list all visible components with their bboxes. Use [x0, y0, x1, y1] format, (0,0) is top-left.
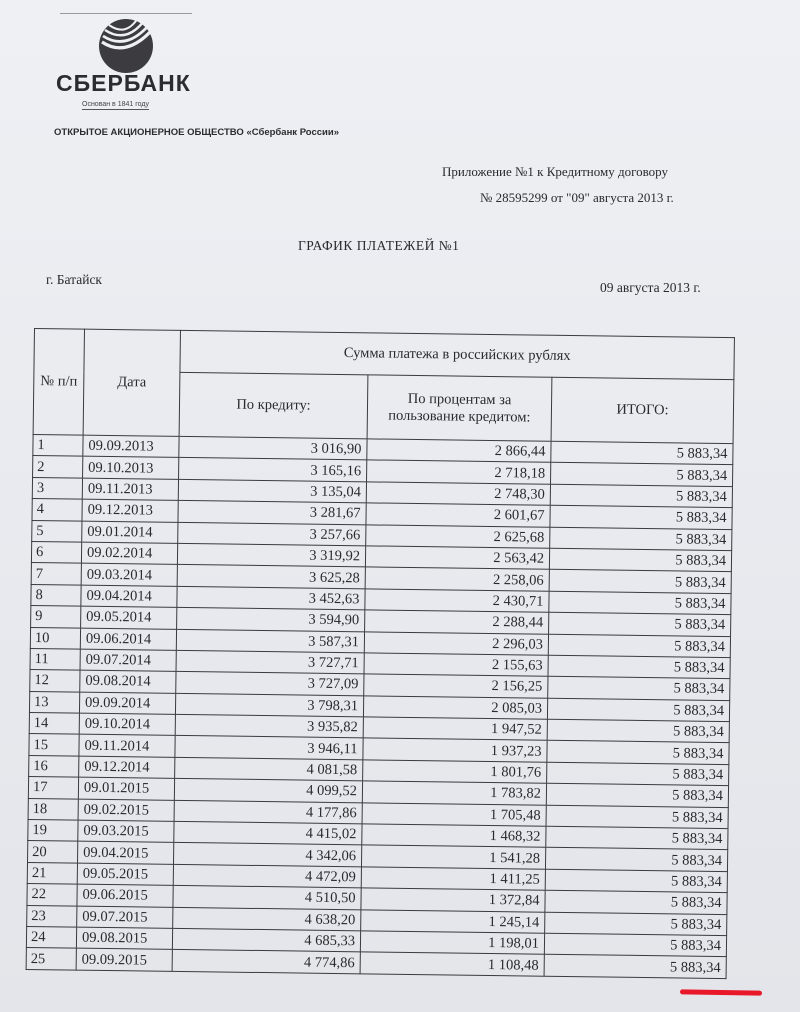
row-interest: 1 372,84 — [361, 888, 545, 912]
row-interest: 1 411,25 — [361, 867, 545, 891]
row-date: 09.11.2014 — [79, 735, 175, 758]
row-total: 5 883,34 — [548, 634, 730, 658]
row-date: 09.09.2015 — [76, 948, 172, 971]
row-credit: 3 594,90 — [177, 608, 365, 632]
row-credit: 3 165,16 — [179, 458, 367, 482]
row-date: 09.11.2013 — [82, 478, 178, 501]
row-credit: 4 472,09 — [173, 864, 361, 888]
row-number: 20 — [28, 841, 78, 863]
row-credit: 4 774,86 — [172, 950, 360, 974]
row-credit: 4 415,02 — [174, 821, 362, 845]
row-total: 5 883,34 — [548, 655, 730, 679]
row-interest: 1 947,52 — [363, 717, 547, 741]
row-interest: 2 430,71 — [365, 589, 549, 613]
top-rule — [60, 13, 192, 14]
row-date: 09.09.2013 — [83, 435, 179, 458]
row-date: 09.03.2015 — [78, 820, 174, 843]
row-credit: 4 177,86 — [174, 800, 362, 824]
row-date: 09.12.2014 — [79, 756, 175, 779]
header-interest: По процентам за пользование кредитом: — [367, 375, 552, 441]
row-total: 5 883,34 — [546, 805, 728, 829]
header-total: ИТОГО: — [551, 377, 734, 443]
row-interest: 1 783,82 — [362, 781, 546, 805]
row-date: 09.08.2014 — [80, 670, 176, 693]
row-number: 17 — [28, 777, 78, 799]
row-number: 13 — [29, 691, 79, 713]
row-number: 19 — [28, 819, 78, 841]
city: г. Батайск — [46, 272, 102, 287]
row-total: 5 883,34 — [546, 783, 728, 807]
row-interest: 1 541,28 — [361, 845, 545, 869]
row-number: 16 — [29, 755, 79, 777]
row-number: 12 — [30, 670, 80, 692]
row-interest: 2 748,30 — [366, 482, 550, 506]
row-interest: 1 468,32 — [362, 824, 546, 848]
row-number: 6 — [31, 541, 81, 563]
row-date: 09.07.2015 — [77, 906, 173, 929]
row-credit: 4 685,33 — [172, 928, 360, 952]
row-credit: 4 510,50 — [173, 886, 361, 910]
row-credit: 3 319,92 — [177, 543, 365, 567]
row-total: 5 883,34 — [545, 890, 727, 914]
header-number: № п/п — [33, 329, 84, 436]
row-total: 5 883,34 — [549, 570, 731, 594]
row-credit: 3 625,28 — [177, 565, 365, 589]
row-interest: 2 563,42 — [365, 546, 549, 570]
row-interest: 2 258,06 — [365, 567, 549, 591]
row-date: 09.02.2014 — [81, 542, 177, 565]
row-date: 09.06.2014 — [80, 628, 176, 651]
row-total: 5 883,34 — [546, 826, 728, 850]
row-interest: 1 245,14 — [361, 909, 545, 933]
header-amount-group: Сумма платежа в российских рублях — [180, 330, 735, 379]
payment-schedule-table — [26, 328, 735, 979]
row-interest: 2 288,44 — [365, 610, 549, 634]
row-date: 09.10.2013 — [83, 457, 179, 480]
row-total: 5 883,34 — [545, 912, 727, 936]
row-interest: 1 198,01 — [360, 931, 544, 955]
row-credit: 3 587,31 — [176, 629, 364, 653]
row-credit: 4 638,20 — [173, 907, 361, 931]
row-interest: 2 155,63 — [364, 653, 548, 677]
row-number: 15 — [29, 734, 79, 756]
row-number: 8 — [31, 584, 81, 606]
row-date: 09.10.2014 — [79, 713, 175, 736]
row-date: 09.02.2015 — [78, 799, 174, 822]
row-number: 1 — [33, 434, 83, 456]
row-total: 5 883,34 — [547, 741, 729, 765]
row-number: 11 — [30, 648, 80, 670]
row-date: 09.01.2015 — [78, 777, 174, 800]
row-credit: 3 946,11 — [175, 736, 363, 760]
row-total: 5 883,34 — [550, 527, 732, 551]
row-total: 5 883,34 — [551, 441, 733, 465]
table-body — [26, 434, 733, 978]
row-credit: 3 281,67 — [178, 501, 366, 525]
row-number: 21 — [27, 862, 77, 884]
row-credit: 3 135,04 — [178, 479, 366, 503]
row-number: 23 — [27, 905, 77, 927]
row-number: 10 — [30, 627, 80, 649]
row-interest: 2 601,67 — [366, 503, 550, 527]
appendix-line-2: № 28595299 от "09" августа 2013 г. — [480, 190, 674, 205]
row-total: 5 883,34 — [549, 612, 731, 636]
row-interest: 2 866,44 — [367, 439, 551, 463]
row-interest: 2 156,25 — [364, 674, 548, 698]
row-interest: 2 625,68 — [366, 524, 550, 548]
row-interest: 1 801,76 — [363, 760, 547, 784]
row-credit: 3 727,09 — [176, 672, 364, 696]
row-number: 9 — [31, 606, 81, 628]
row-interest: 1 937,23 — [363, 738, 547, 762]
row-total: 5 883,34 — [547, 762, 729, 786]
row-date: 09.09.2014 — [79, 692, 175, 715]
row-number: 2 — [33, 456, 83, 478]
row-total: 5 883,34 — [549, 591, 731, 615]
row-date: 09.04.2015 — [78, 842, 174, 865]
row-date: 09.01.2014 — [82, 521, 178, 544]
row-date: 09.04.2014 — [81, 585, 177, 608]
row-total: 5 883,34 — [550, 505, 732, 529]
row-credit: 3 257,66 — [178, 522, 366, 546]
row-total: 5 883,34 — [544, 933, 726, 957]
row-interest: 2 296,03 — [364, 631, 548, 655]
row-credit: 3 935,82 — [175, 714, 363, 738]
row-number: 14 — [29, 713, 79, 735]
row-total: 5 883,34 — [551, 463, 733, 487]
row-date: 09.05.2015 — [77, 863, 173, 886]
row-total: 5 883,34 — [548, 677, 730, 701]
row-number: 18 — [28, 798, 78, 820]
row-interest: 2 718,18 — [367, 460, 551, 484]
row-date: 09.06.2015 — [77, 884, 173, 907]
sberbank-logo-icon — [94, 18, 158, 74]
row-number: 24 — [26, 926, 76, 948]
row-credit: 3 727,71 — [176, 650, 364, 674]
header-date: Дата — [83, 329, 180, 436]
row-credit: 4 099,52 — [174, 779, 362, 803]
row-credit: 4 081,58 — [175, 757, 363, 781]
header-credit: По кредиту: — [179, 372, 368, 438]
row-interest: 1 108,48 — [360, 952, 544, 976]
row-total: 5 883,34 — [547, 719, 729, 743]
row-number: 3 — [32, 477, 82, 499]
row-credit: 3 016,90 — [179, 436, 367, 460]
bank-name: СБЕРБАНК — [56, 70, 191, 96]
document-date: 09 августа 2013 г. — [600, 280, 701, 295]
row-interest: 2 085,03 — [363, 696, 547, 720]
row-date: 09.03.2014 — [81, 563, 177, 586]
row-number: 25 — [26, 948, 76, 970]
appendix-line-1: Приложение №1 к Кредитному договору — [442, 164, 668, 179]
row-total: 5 883,34 — [545, 848, 727, 872]
row-total: 5 883,34 — [550, 484, 732, 508]
document-title: ГРАФИК ПЛАТЕЖЕЙ №1 — [298, 238, 460, 253]
row-date: 09.12.2013 — [82, 499, 178, 522]
row-number: 7 — [31, 563, 81, 585]
row-total: 5 883,34 — [547, 698, 729, 722]
row-total: 5 883,34 — [544, 955, 726, 979]
row-total: 5 883,34 — [549, 548, 731, 572]
row-credit: 3 452,63 — [177, 586, 365, 610]
red-underline-mark — [680, 989, 762, 995]
row-date: 09.08.2015 — [76, 927, 172, 950]
organization-name: ОТКРЫТОЕ АКЦИОНЕРНОЕ ОБЩЕСТВО «Сбербанк России» — [54, 127, 340, 138]
row-total: 5 883,34 — [545, 869, 727, 893]
row-date: 09.07.2014 — [80, 649, 176, 672]
row-interest: 1 705,48 — [362, 802, 546, 826]
row-number: 5 — [32, 520, 82, 542]
row-credit: 4 342,06 — [173, 843, 361, 867]
row-number: 22 — [27, 884, 77, 906]
row-date: 09.05.2014 — [81, 606, 177, 629]
row-number: 4 — [32, 499, 82, 521]
bank-tagline: Основан в 1841 году — [82, 101, 149, 108]
row-credit: 3 798,31 — [175, 693, 363, 717]
